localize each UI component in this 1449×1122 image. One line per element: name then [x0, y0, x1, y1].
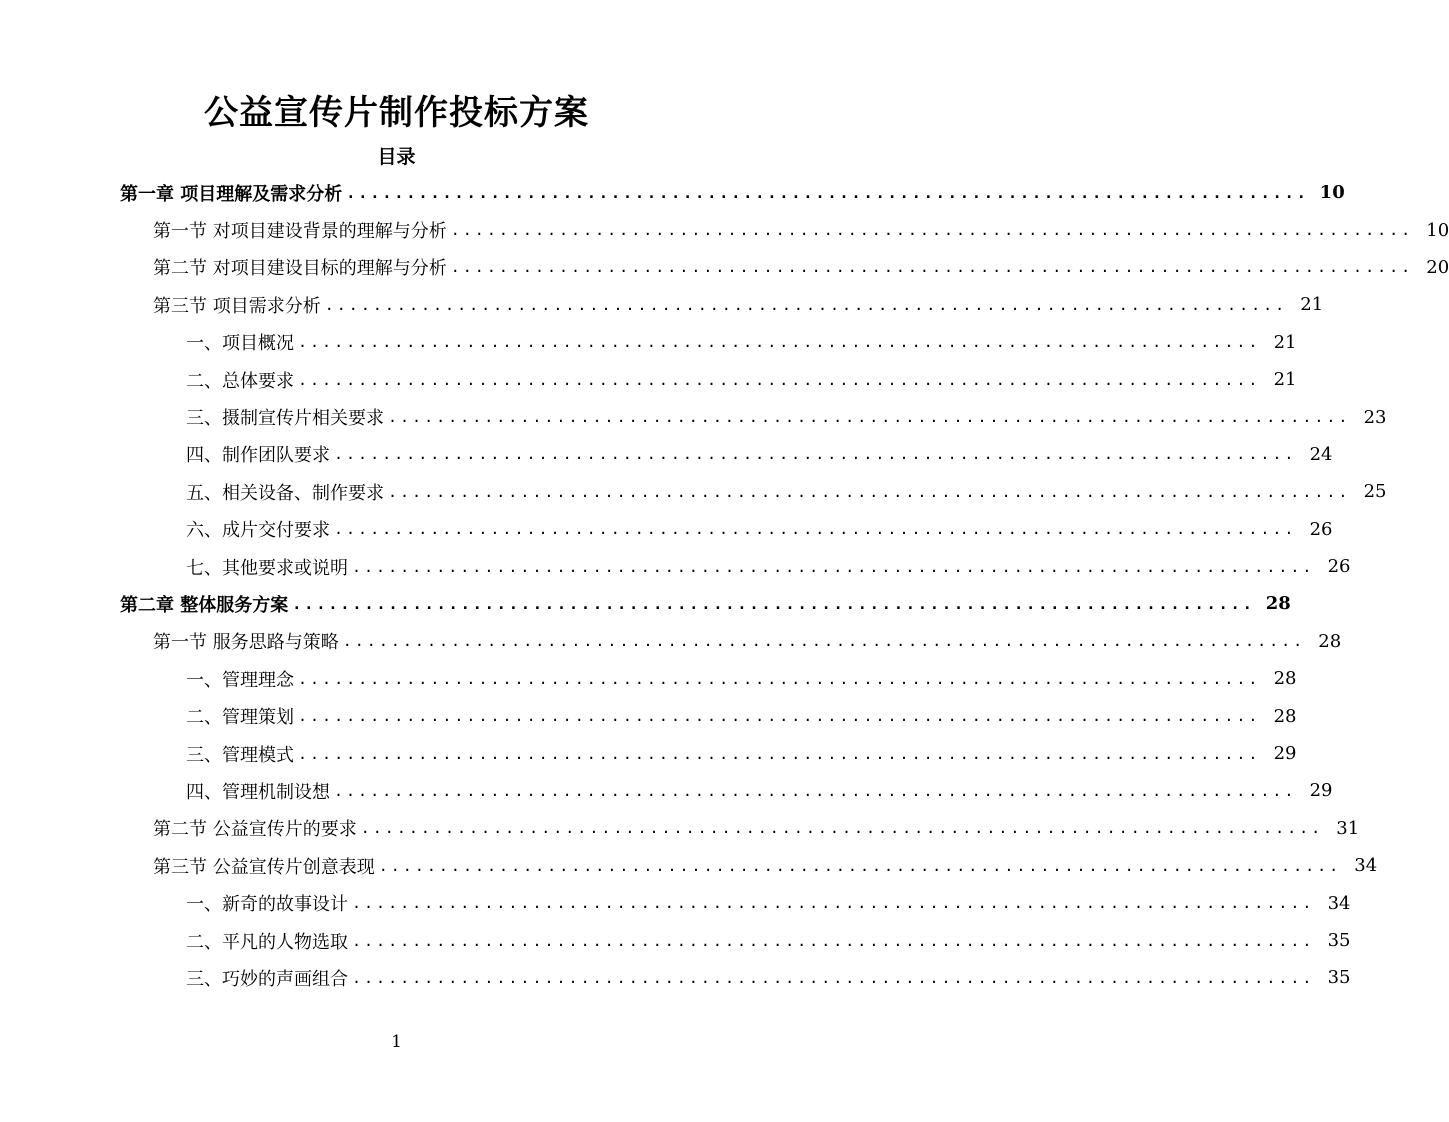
toc-entry[interactable] [0, 772, 1333, 809]
toc-dot-leader: ................................................................................ [352, 557, 1315, 576]
toc-entry-page: 24 [1309, 443, 1333, 465]
toc-dot-leader: ................................................................................ [360, 819, 1324, 838]
toc-dot-leader: ................................................................................ [352, 894, 1315, 913]
toc-entry-title: 一、管理理念 [186, 669, 294, 691]
toc-entry[interactable] [0, 548, 1351, 585]
toc-dot-leader: ................................................................................ [352, 931, 1315, 950]
toc-entry-title: 第一章 项目理解及需求分析 [120, 183, 343, 205]
toc-dot-leader: ................................................................................ [352, 968, 1315, 987]
toc-entry-page: 21 [1300, 294, 1324, 316]
toc-dot-leader: ................................................................................ [324, 295, 1288, 314]
toc-entry[interactable] [0, 511, 1333, 548]
toc-entry-title: 第一节 对项目建设背景的理解与分析 [153, 221, 447, 243]
toc-entry-title: 一、项目概况 [186, 333, 294, 355]
toc-dot-leader: ................................................................................ [298, 370, 1261, 389]
toc-entry-title: 六、成片交付要求 [186, 520, 330, 542]
toc-entry-page: 21 [1273, 331, 1297, 353]
toc-entry-page: 10 [1319, 182, 1345, 204]
toc-dot-leader: ................................................................................ [298, 669, 1261, 688]
toc-entry[interactable] [0, 922, 1351, 959]
toc-dot-leader: ................................................................................ [388, 482, 1351, 501]
document-title: 公益宣传片制作投标方案 [204, 93, 589, 133]
toc-entry-title: 七、其他要求或说明 [186, 557, 348, 579]
toc-entry-title: 第二章 整体服务方案 [120, 594, 289, 616]
page-number: 1 [391, 1032, 402, 1052]
toc-dot-leader: ................................................................................ [450, 221, 1414, 240]
toc-entry-title: 二、总体要求 [186, 370, 294, 392]
toc-entry[interactable] [0, 249, 1449, 286]
toc-heading: 目录 [377, 146, 416, 168]
toc-entry[interactable] [0, 174, 1345, 211]
toc-entry[interactable] [0, 436, 1333, 473]
toc-entry[interactable] [0, 660, 1297, 697]
toc-entry-title: 第二节 对项目建设目标的理解与分析 [153, 258, 447, 280]
toc-entry-page: 26 [1309, 518, 1333, 540]
toc-dot-leader: ................................................................................ [334, 781, 1297, 800]
toc-entry-page: 21 [1273, 369, 1297, 391]
toc-entry-title: 五、相关设备、制作要求 [186, 482, 384, 504]
toc-entry-page: 10 [1426, 219, 1449, 241]
toc-entry-page: 28 [1265, 593, 1291, 615]
toc-entry[interactable] [0, 623, 1342, 660]
table-of-contents [0, 174, 1449, 997]
toc-dot-leader: ................................................................................ [292, 594, 1255, 613]
toc-entry-title: 第三节 公益宣传片创意表现 [153, 856, 375, 878]
toc-entry-page: 34 [1354, 855, 1378, 877]
toc-entry-title: 二、平凡的人物选取 [186, 931, 348, 953]
toc-entry-page: 28 [1273, 668, 1297, 690]
toc-entry[interactable] [0, 810, 1360, 847]
toc-entry[interactable] [0, 473, 1387, 510]
toc-entry-title: 第二节 公益宣传片的要求 [153, 819, 357, 841]
toc-dot-leader: ................................................................................ [334, 445, 1297, 464]
toc-entry-page: 31 [1336, 817, 1360, 839]
toc-entry-title: 三、管理模式 [186, 744, 294, 766]
toc-dot-leader: ................................................................................ [450, 258, 1414, 277]
toc-entry-page: 29 [1273, 743, 1297, 765]
toc-entry[interactable] [0, 735, 1297, 772]
toc-entry[interactable] [0, 884, 1351, 921]
toc-entry[interactable] [0, 361, 1297, 398]
toc-entry-title: 二、管理策划 [186, 707, 294, 729]
toc-dot-leader: ................................................................................ [298, 707, 1261, 726]
toc-entry-page: 25 [1363, 481, 1387, 503]
toc-entry-title: 三、摄制宣传片相关要求 [186, 408, 384, 430]
toc-entry[interactable] [0, 585, 1291, 622]
toc-entry[interactable] [0, 286, 1324, 323]
toc-entry[interactable] [0, 324, 1297, 361]
toc-dot-leader: ................................................................................ [334, 520, 1297, 539]
toc-entry-page: 29 [1309, 780, 1333, 802]
toc-entry-page: 26 [1327, 556, 1351, 578]
toc-dot-leader: ................................................................................ [388, 408, 1351, 427]
toc-entry-title: 第一节 服务思路与策略 [153, 632, 339, 654]
toc-dot-leader: ................................................................................ [378, 856, 1342, 875]
toc-entry-title: 第三节 项目需求分析 [153, 295, 321, 317]
toc-entry[interactable] [0, 697, 1297, 734]
toc-entry-page: 20 [1426, 256, 1449, 278]
toc-entry-page: 28 [1318, 630, 1342, 652]
toc-entry[interactable] [0, 211, 1449, 248]
toc-entry-title: 三、巧妙的声画组合 [186, 968, 348, 990]
toc-entry-page: 23 [1363, 406, 1387, 428]
toc-entry-page: 35 [1327, 930, 1351, 951]
toc-entry[interactable] [0, 398, 1387, 435]
toc-entry-page: 28 [1273, 705, 1297, 727]
toc-entry-title: 一、新奇的故事设计 [186, 894, 348, 916]
toc-entry[interactable] [0, 959, 1351, 996]
toc-entry-title: 四、管理机制设想 [186, 781, 330, 803]
toc-entry-page: 35 [1327, 967, 1351, 989]
toc-entry[interactable] [0, 847, 1378, 884]
toc-dot-leader: ................................................................................ [298, 744, 1261, 763]
toc-entry-title: 四、制作团队要求 [186, 445, 330, 467]
toc-dot-leader: ................................................................................ [342, 632, 1306, 651]
toc-entry-page: 34 [1327, 892, 1351, 914]
toc-dot-leader: ................................................................................ [346, 183, 1309, 202]
toc-dot-leader: ................................................................................ [298, 333, 1261, 352]
